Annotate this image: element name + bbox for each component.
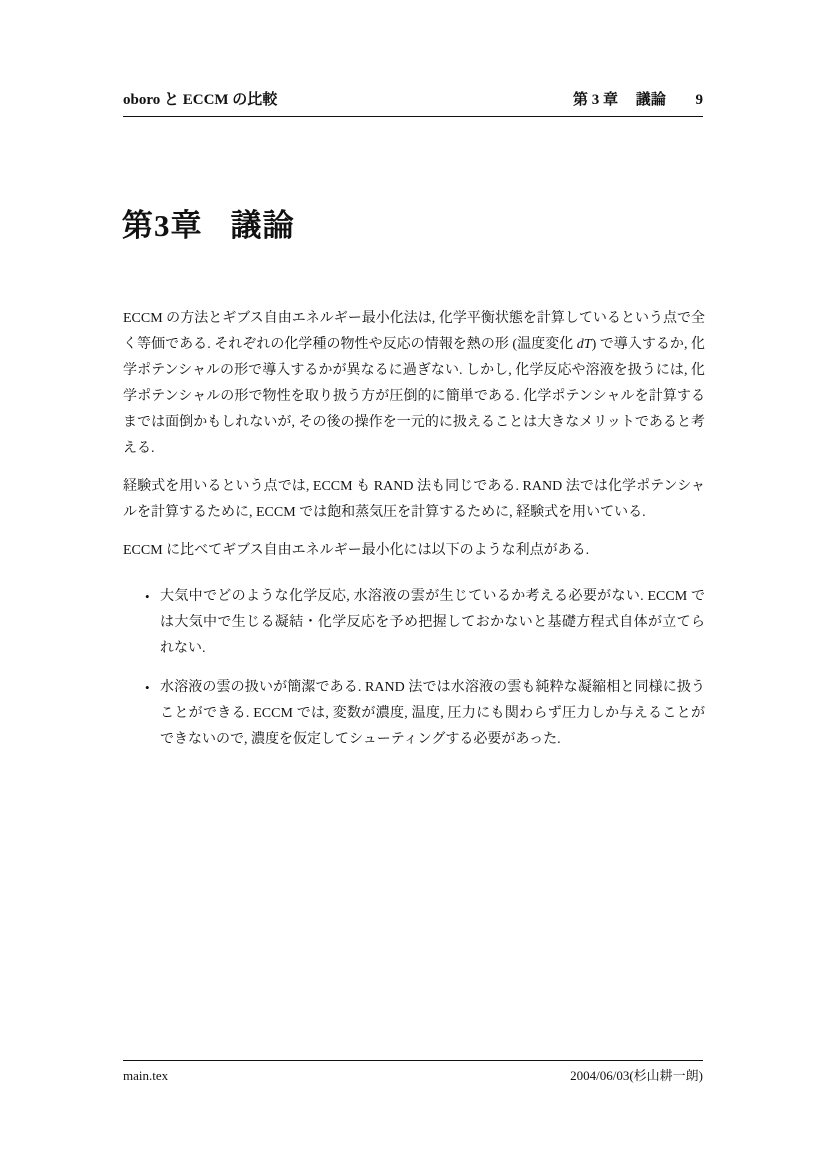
running-header <box>123 88 703 117</box>
list-item <box>123 584 705 662</box>
bullet-icon: • <box>145 680 150 695</box>
list-item-text: 大気中でどのような化学反応, 水溶液の雲が生じているか考える必要がない. ECCM では大気中で生じる凝結・化学反応を予め把握しておかないと基礎方程式自体が立てられない. <box>160 589 705 656</box>
chapter-number: 第3章 <box>122 208 203 243</box>
paragraph1-text-after: ) で導入するか, 化学ポテンシャルの形で導入するかが異なるに過ぎない. しかし, 化学反応や溶液を扱うには, 化学ポテンシャルの形で物性を取り扱う方が圧倒的に簡単である. 化学ポテンシャルを計算するまでは面倒かもしれないが, その後の操作を一元的に扱えることは大きなメリットであると考える. <box>123 337 705 456</box>
bullet-icon: • <box>145 589 150 604</box>
page-footer <box>123 1060 703 1084</box>
paragraph: 経験式を用いるという点では, ECCM も RAND 法も同じである. RAND 法では化学ポテンシャルを計算するために, ECCM では飽和蒸気圧を計算するために, 経験式を用いている. <box>123 479 705 520</box>
header-chapter-info <box>559 88 703 109</box>
header-section-label: 議論 <box>635 92 666 108</box>
body-text <box>123 306 705 753</box>
page-number: 9 <box>695 92 703 108</box>
chapter-heading <box>122 200 295 245</box>
paragraph: ECCM に比べてギブス自由エネルギー最小化には以下のような利点がある. <box>123 543 590 558</box>
list-item <box>123 675 705 753</box>
paragraph <box>123 306 705 462</box>
footer-date-author: 2004/06/03(杉山耕一朗) <box>570 1068 703 1083</box>
math-variable-dT: dT <box>576 337 592 352</box>
footer-filename: main.tex <box>123 1068 169 1083</box>
list-item-text: 水溶液の雲の扱いが簡潔である. RAND 法では水溶液の雲も純粋な凝縮相と同様に扱うことができる. ECCM では, 変数が濃度, 温度, 圧力にも関わらず圧力しか与えることができないので, 濃度を仮定してシューティングする必要があった. <box>160 680 705 747</box>
header-document-title: oboro と ECCM の比較 <box>123 92 278 108</box>
paragraph1-text-before: ECCM の方法とギブス自由エネルギー最小化法は, 化学平衡状態を計算しているという点で全く等価である. それぞれの化学種の物性や反応の情報を熱の形 (温度変化 <box>123 311 705 352</box>
chapter-title: 議論 <box>230 208 295 243</box>
header-chapter-label: 第 3 章 <box>572 92 618 108</box>
advantages-list <box>123 584 705 753</box>
